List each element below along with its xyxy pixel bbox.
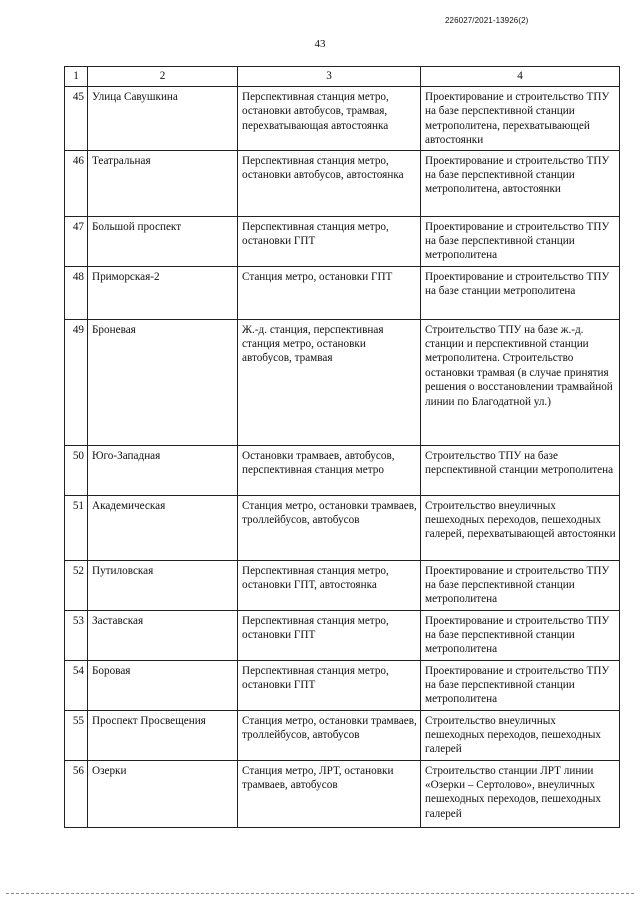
tpu-name: Боровая <box>88 660 238 710</box>
table-row <box>65 610 620 660</box>
row-number: 55 <box>65 710 88 760</box>
tpu-objects: Перспективная станция метро, остановки ГПТ <box>238 660 421 710</box>
tpu-objects: Станция метро, остановки трамваев, троллейбусов, автобусов <box>238 710 421 760</box>
row-number: 46 <box>65 150 88 216</box>
table-row <box>65 445 620 495</box>
tpu-name: Юго-Западная <box>88 445 238 495</box>
tpu-name: Театральная <box>88 150 238 216</box>
tpu-objects: Перспективная станция метро, остановки автобусов, трамвая, перехватывающая автостоянка <box>238 87 421 151</box>
row-number: 52 <box>65 560 88 610</box>
tpu-objects: Ж.-д. станция, перспективная станция метро, остановки автобусов, трамвая <box>238 319 421 445</box>
tpu-measures: Проектирование и строительство ТПУ на базе перспективной станции метрополитена <box>421 560 620 610</box>
table-row <box>65 87 620 151</box>
tpu-name: Большой проспект <box>88 216 238 266</box>
table-row <box>65 660 620 710</box>
tpu-objects: Остановки трамваев, автобусов, перспективная станция метро <box>238 445 421 495</box>
tpu-measures: Проектирование и строительство ТПУ на базе перспективной станции метрополитена <box>421 610 620 660</box>
column-header: 4 <box>421 67 620 87</box>
row-number: 53 <box>65 610 88 660</box>
row-number: 51 <box>65 495 88 560</box>
column-header: 2 <box>88 67 238 87</box>
column-header: 3 <box>238 67 421 87</box>
tpu-measures: Проектирование и строительство ТПУ на базе перспективной станции метрополитена <box>421 660 620 710</box>
table-row <box>65 266 620 319</box>
row-number: 47 <box>65 216 88 266</box>
row-number: 50 <box>65 445 88 495</box>
tpu-objects: Перспективная станция метро, остановки ГПТ, автостоянка <box>238 560 421 610</box>
tpu-objects: Станция метро, остановки трамваев, троллейбусов, автобусов <box>238 495 421 560</box>
tpu-measures: Строительство внеуличных пешеходных переходов, пешеходных галерей <box>421 710 620 760</box>
tpu-measures: Строительство станции ЛРТ линии «Озерки – Сертолово», внеуличных пешеходных переходов, пешеходных галерей <box>421 760 620 827</box>
row-number: 48 <box>65 266 88 319</box>
tpu-objects: Станция метро, остановки ГПТ <box>238 266 421 319</box>
tpu-measures: Строительство внеуличных пешеходных переходов, пешеходных галерей, перехватывающей автостоянки <box>421 495 620 560</box>
tpu-name: Академическая <box>88 495 238 560</box>
row-number: 54 <box>65 660 88 710</box>
table-row <box>65 150 620 216</box>
table-row <box>65 216 620 266</box>
table-header-row <box>65 67 620 87</box>
tpu-name: Заставская <box>88 610 238 660</box>
tpu-objects: Перспективная станция метро, остановки автобусов, автостоянка <box>238 150 421 216</box>
tpu-objects: Перспективная станция метро, остановки ГПТ <box>238 610 421 660</box>
tpu-objects: Станция метро, ЛРТ, остановки трамваев, автобусов <box>238 760 421 827</box>
document-id: 226027/2021-13926(2) <box>445 16 529 25</box>
row-number: 49 <box>65 319 88 445</box>
tpu-table <box>64 66 620 828</box>
tpu-name: Проспект Просвещения <box>88 710 238 760</box>
tpu-name: Улица Савушкина <box>88 87 238 151</box>
row-number: 56 <box>65 760 88 827</box>
tpu-measures: Строительство ТПУ на базе ж.-д. станции и перспективной станции метрополитена. Строительство остановки трамвая (в случае принятия решения о восстановлении трамвайной линии по Благодатной ул.) <box>421 319 620 445</box>
table-row <box>65 560 620 610</box>
row-number: 45 <box>65 87 88 151</box>
table-row <box>65 319 620 445</box>
page-number: 43 <box>314 38 326 50</box>
table-row <box>65 760 620 827</box>
tpu-objects: Перспективная станция метро, остановки ГПТ <box>238 216 421 266</box>
tpu-measures: Проектирование и строительство ТПУ на базе перспективной станции метрополитена, перехватывающей автостоянки <box>421 87 620 151</box>
tpu-name: Озерки <box>88 760 238 827</box>
table-row <box>65 710 620 760</box>
table-row <box>65 495 620 560</box>
tpu-measures: Проектирование и строительство ТПУ на базе перспективной станции метрополитена <box>421 216 620 266</box>
tpu-measures: Проектирование и строительство ТПУ на базе станции метрополитена <box>421 266 620 319</box>
column-header: 1 <box>65 67 88 87</box>
tpu-name: Броневая <box>88 319 238 445</box>
tpu-measures: Строительство ТПУ на базе перспективной станции метрополитена <box>421 445 620 495</box>
page-bottom-divider <box>6 893 634 894</box>
tpu-measures: Проектирование и строительство ТПУ на базе перспективной станции метрополитена, автостоянки <box>421 150 620 216</box>
tpu-name: Путиловская <box>88 560 238 610</box>
tpu-name: Приморская-2 <box>88 266 238 319</box>
